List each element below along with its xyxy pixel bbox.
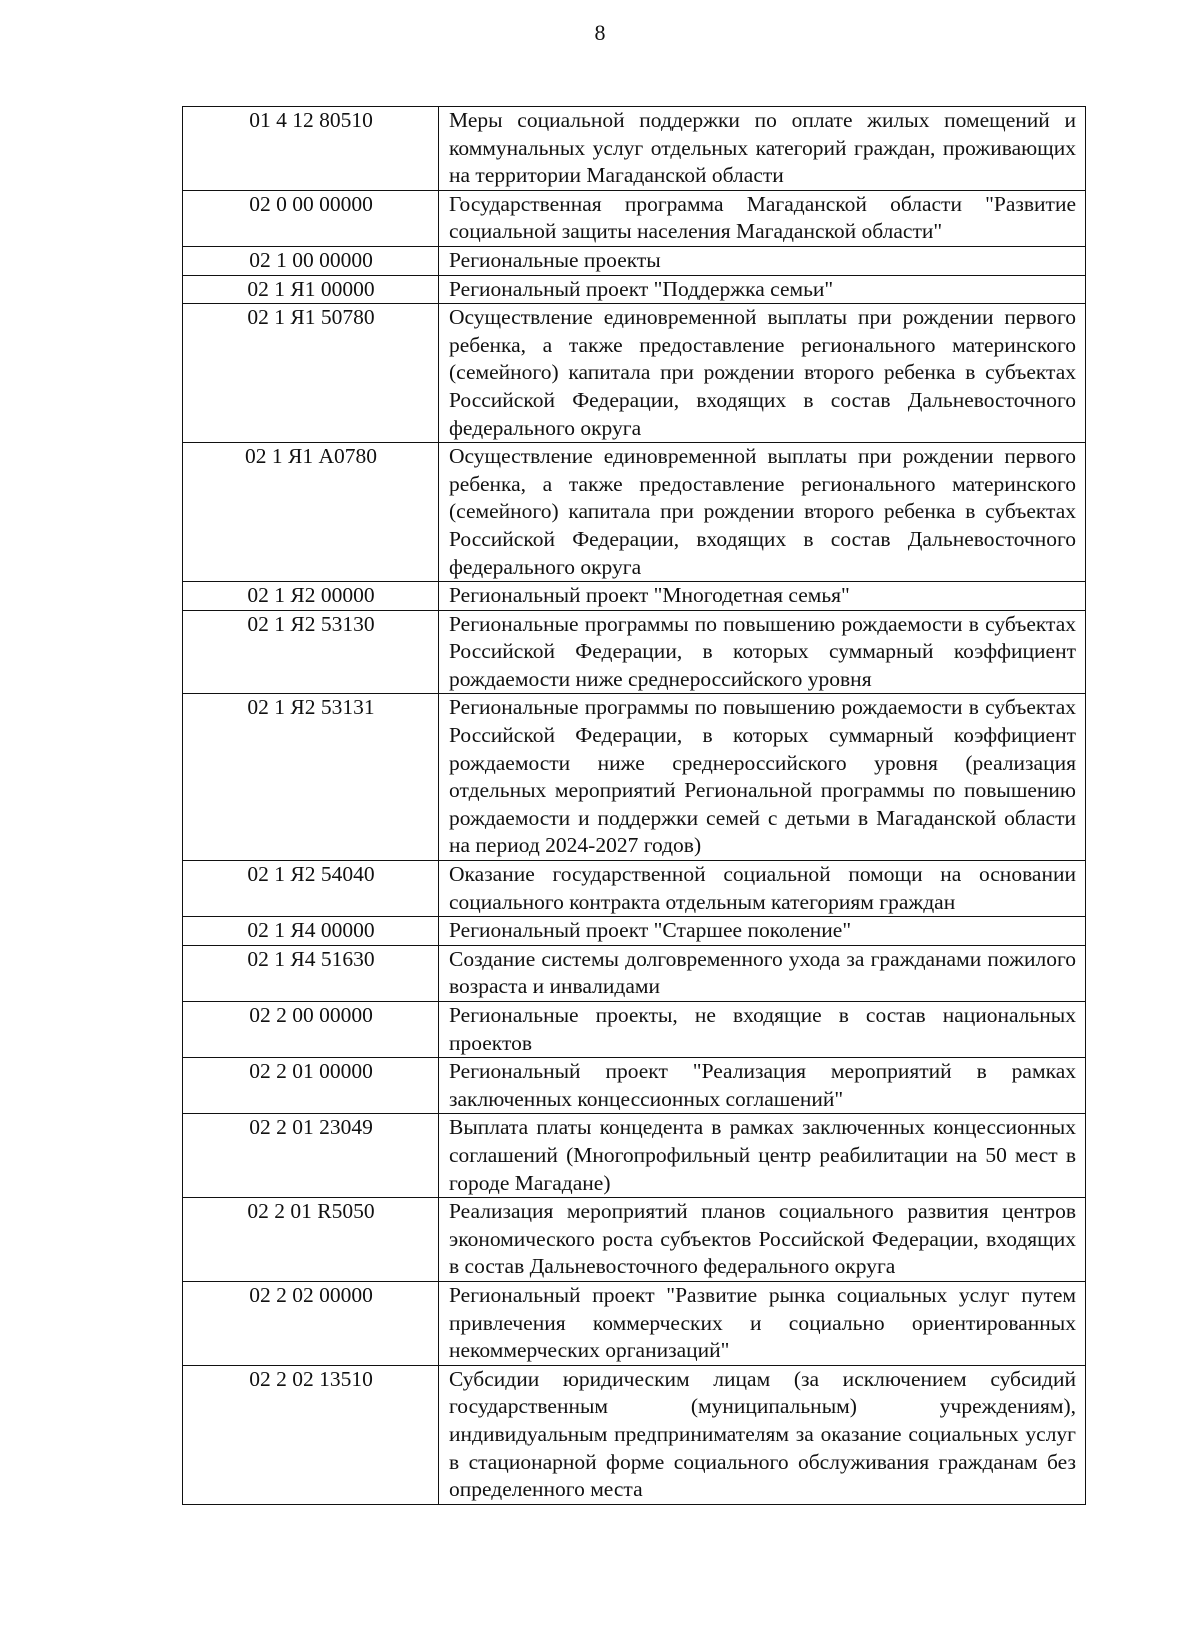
row-code: 02 1 Я1 00000 [183, 275, 439, 304]
table-row [183, 694, 1086, 861]
row-code: 02 2 01 R5050 [183, 1198, 439, 1282]
row-description: Региональные программы по повышению рождаемости в субъектах Российской Федерации, в которых суммарный коэффициент рождаемости ниже среднероссийского уровня (реализация отдельных мероприятий Региональной программы по повышению рождаемости и поддержки семей с детьми в Магаданской области на период 2024-2027 годов) [439, 694, 1086, 861]
row-description: Выплата платы концедента в рамках заключенных концессионных соглашений (Многопрофильный центр реабилитации на 50 мест в городе Магадане) [439, 1114, 1086, 1198]
row-description: Создание системы долговременного ухода за гражданами пожилого возраста и инвалидами [439, 945, 1086, 1001]
table-row [183, 1058, 1086, 1114]
row-code: 01 4 12 80510 [183, 107, 439, 191]
row-code: 02 1 Я2 53130 [183, 610, 439, 694]
table-row [183, 443, 1086, 582]
row-description: Реализация мероприятий планов социального развития центров экономического роста субъектов Российской Федерации, входящих в состав Дальневосточного федерального округа [439, 1198, 1086, 1282]
row-description: Региональный проект "Многодетная семья" [439, 582, 1086, 611]
table-row [183, 1002, 1086, 1058]
table-row [183, 610, 1086, 694]
table-row [183, 1198, 1086, 1282]
row-description: Осуществление единовременной выплаты при рождении первого ребенка, а также предоставление регионального материнского (семейного) капитала при рождении второго ребенка в субъектах Российской Федерации, входящих в состав Дальневосточного федерального округа [439, 443, 1086, 582]
row-code: 02 2 02 00000 [183, 1281, 439, 1365]
table-row [183, 107, 1086, 191]
row-code: 02 2 01 00000 [183, 1058, 439, 1114]
table-row [183, 275, 1086, 304]
table-row [183, 304, 1086, 443]
table-row [183, 246, 1086, 275]
row-code: 02 1 Я2 00000 [183, 582, 439, 611]
row-description: Региональный проект "Развитие рынка социальных услуг путем привлечения коммерческих и социально ориентированных некоммерческих организаций" [439, 1281, 1086, 1365]
row-code: 02 1 Я4 00000 [183, 917, 439, 946]
row-code: 02 2 00 00000 [183, 1002, 439, 1058]
table-row [183, 1365, 1086, 1504]
row-code: 02 1 Я4 51630 [183, 945, 439, 1001]
row-description: Региональные проекты [439, 246, 1086, 275]
row-code: 02 1 Я1 А0780 [183, 443, 439, 582]
row-code: 02 2 01 23049 [183, 1114, 439, 1198]
table-row [183, 190, 1086, 246]
row-code: 02 0 00 00000 [183, 190, 439, 246]
row-description: Субсидии юридическим лицам (за исключением субсидий государственным (муниципальным) учреждениям), индивидуальным предпринимателям за оказание социальных услуг в стационарной форме социального обслуживания гражданам без определенного места [439, 1365, 1086, 1504]
row-code: 02 1 Я1 50780 [183, 304, 439, 443]
row-description: Меры социальной поддержки по оплате жилых помещений и коммунальных услуг отдельных категорий граждан, проживающих на территории Магаданской области [439, 107, 1086, 191]
table-row [183, 861, 1086, 917]
row-description: Региональные проекты, не входящие в состав национальных проектов [439, 1002, 1086, 1058]
page-number: 8 [594, 20, 606, 45]
table-row [183, 1281, 1086, 1365]
row-code: 02 1 Я2 53131 [183, 694, 439, 861]
table-row [183, 1114, 1086, 1198]
table-row [183, 917, 1086, 946]
row-description: Региональный проект "Реализация мероприятий в рамках заключенных концессионных соглашений" [439, 1058, 1086, 1114]
row-description: Региональный проект "Старшее поколение" [439, 917, 1086, 946]
row-description: Региональный проект "Поддержка семьи" [439, 275, 1086, 304]
row-code: 02 1 00 00000 [183, 246, 439, 275]
row-description: Осуществление единовременной выплаты при рождении первого ребенка, а также предоставление регионального материнского (семейного) капитала при рождении второго ребенка в субъектах Российской Федерации, входящих в состав Дальневосточного федерального округа [439, 304, 1086, 443]
row-description: Государственная программа Магаданской области "Развитие социальной защиты населения Магаданской области" [439, 190, 1086, 246]
row-description: Региональные программы по повышению рождаемости в субъектах Российской Федерации, в которых суммарный коэффициент рождаемости ниже среднероссийского уровня [439, 610, 1086, 694]
row-description: Оказание государственной социальной помощи на основании социального контракта отдельным категориям граждан [439, 861, 1086, 917]
row-code: 02 2 02 13510 [183, 1365, 439, 1504]
table-row [183, 945, 1086, 1001]
budget-classification-table [182, 106, 1086, 1505]
row-code: 02 1 Я2 54040 [183, 861, 439, 917]
table-row [183, 582, 1086, 611]
